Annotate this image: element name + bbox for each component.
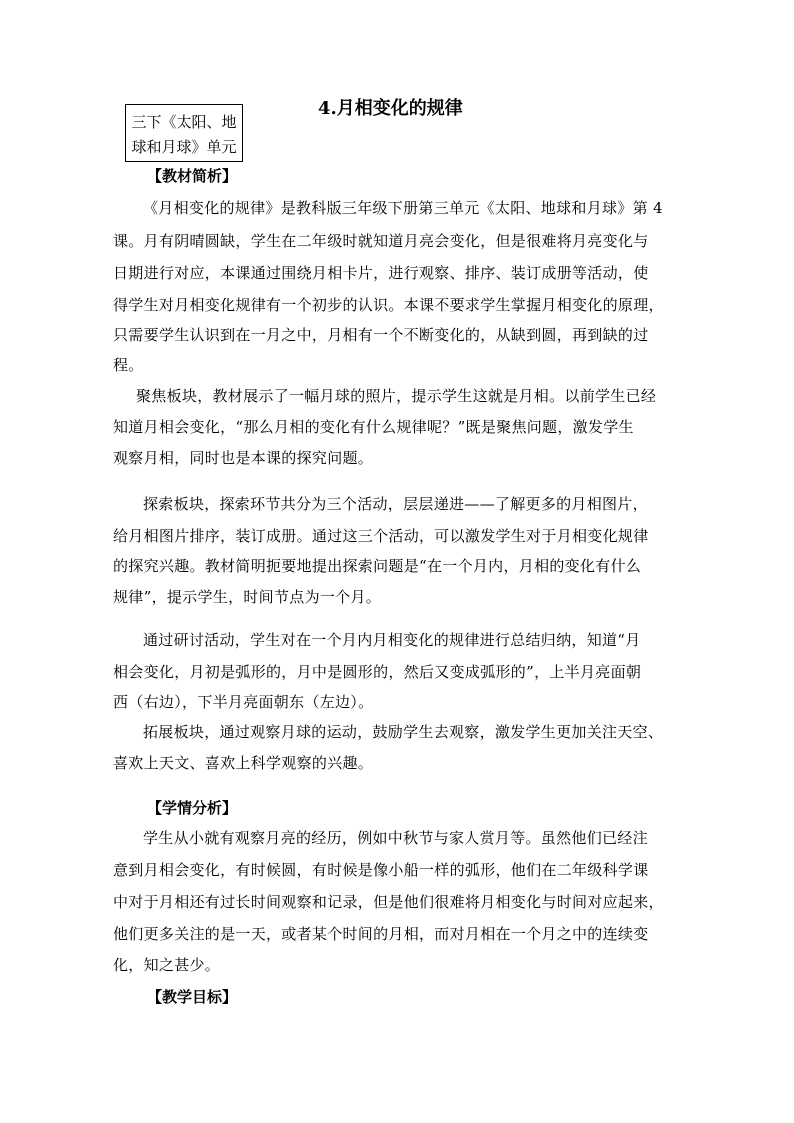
unit-label-line-1: 三下《太阳、地 bbox=[131, 113, 237, 131]
paragraph-line: 拓展板块，通过观察月球的运动，鼓励学生去观察，激发学生更加关注天空、 bbox=[143, 723, 664, 741]
paragraph-line: 规律”，提示学生，时间节点为一个月。 bbox=[113, 588, 382, 606]
paragraph-line: 只需要学生认识到在一月之中，月相有一个不断变化的，从缺到圆，再到缺的过 bbox=[113, 326, 649, 344]
paragraph-line: 探索板块，探索环节共分为三个活动，层层递进——了解更多的月相图片， bbox=[143, 495, 648, 513]
heading-teaching-goals: 【教学目标】 bbox=[147, 988, 238, 1006]
paragraph-line: 化，知之甚少。 bbox=[113, 956, 221, 974]
paragraph-line: 观察月相，同时也是本课的探究问题。 bbox=[113, 449, 374, 467]
unit-label-line-2: 球和月球》单元 bbox=[131, 138, 237, 156]
paragraph-line: 中对于月相还有过长时间观察和记录，但是他们很难将月相变化与时间对应起来， bbox=[113, 893, 664, 911]
paragraph-line: 课。月有阴晴圆缺，学生在二年级时就知道月亮会变化，但是很难将月亮变化与 bbox=[113, 232, 649, 250]
paragraph-line: 意到月相会变化，有时候圆，有时候是像小船一样的弧形，他们在二年级科学课 bbox=[113, 861, 649, 879]
paragraph-line: 的探究兴趣。教材简明扼要地提出探索问题是“在一个月内，月相的变化有什么 bbox=[113, 557, 642, 575]
unit-label-box bbox=[125, 104, 243, 162]
paragraph-line: 他们更多关注的是一天，或者某个时间的月相，而对月相在一个月之中的连续变 bbox=[113, 925, 649, 943]
paragraph-line: 通过研讨活动，学生对在一个月内月相变化的规律进行总结归纳，知道“月 bbox=[143, 631, 641, 649]
paragraph-line: 学生从小就有观察月亮的经历，例如中秋节与家人赏月等。虽然他们已经注 bbox=[143, 829, 648, 847]
paragraph-line: 知道月相会变化，“那么月相的变化有什么规律呢？”既是聚焦问题，激发学生 bbox=[113, 418, 634, 436]
paragraph-line: 西（右边），下半月亮面朝东（左边）。 bbox=[113, 693, 374, 711]
paragraph-line: 程。 bbox=[113, 356, 144, 374]
heading-learner-analysis: 【学情分析】 bbox=[147, 799, 238, 817]
paragraph-line: 聚焦板块，教材展示了一幅月球的照片，提示学生这就是月相。以前学生已经 bbox=[136, 387, 657, 405]
paragraph-line: 给月相图片排序，装订成册。通过这三个活动，可以激发学生对于月相变化规律 bbox=[113, 527, 649, 545]
paragraph-line: 日期进行对应，本课通过围绕月相卡片，进行观察、排序、装订成册等活动，使 bbox=[113, 264, 649, 282]
paragraph-line: 喜欢上天文、喜欢上科学观察的兴趣。 bbox=[113, 754, 374, 772]
paragraph-line: 《月相变化的规律》是教科版三年级下册第三单元《太阳、地球和月球》第 4 bbox=[143, 199, 663, 217]
heading-textbook-analysis: 【教材简析】 bbox=[147, 167, 238, 185]
paragraph-line: 相会变化，月初是弧形的，月中是圆形的，然后又变成弧形的”，上半月亮面朝 bbox=[113, 663, 642, 681]
paragraph-line: 得学生对月相变化规律有一个初步的认识。本课不要求学生掌握月相变化的原理， bbox=[113, 296, 664, 314]
lesson-title: 4.月相变化的规律 bbox=[318, 98, 463, 119]
